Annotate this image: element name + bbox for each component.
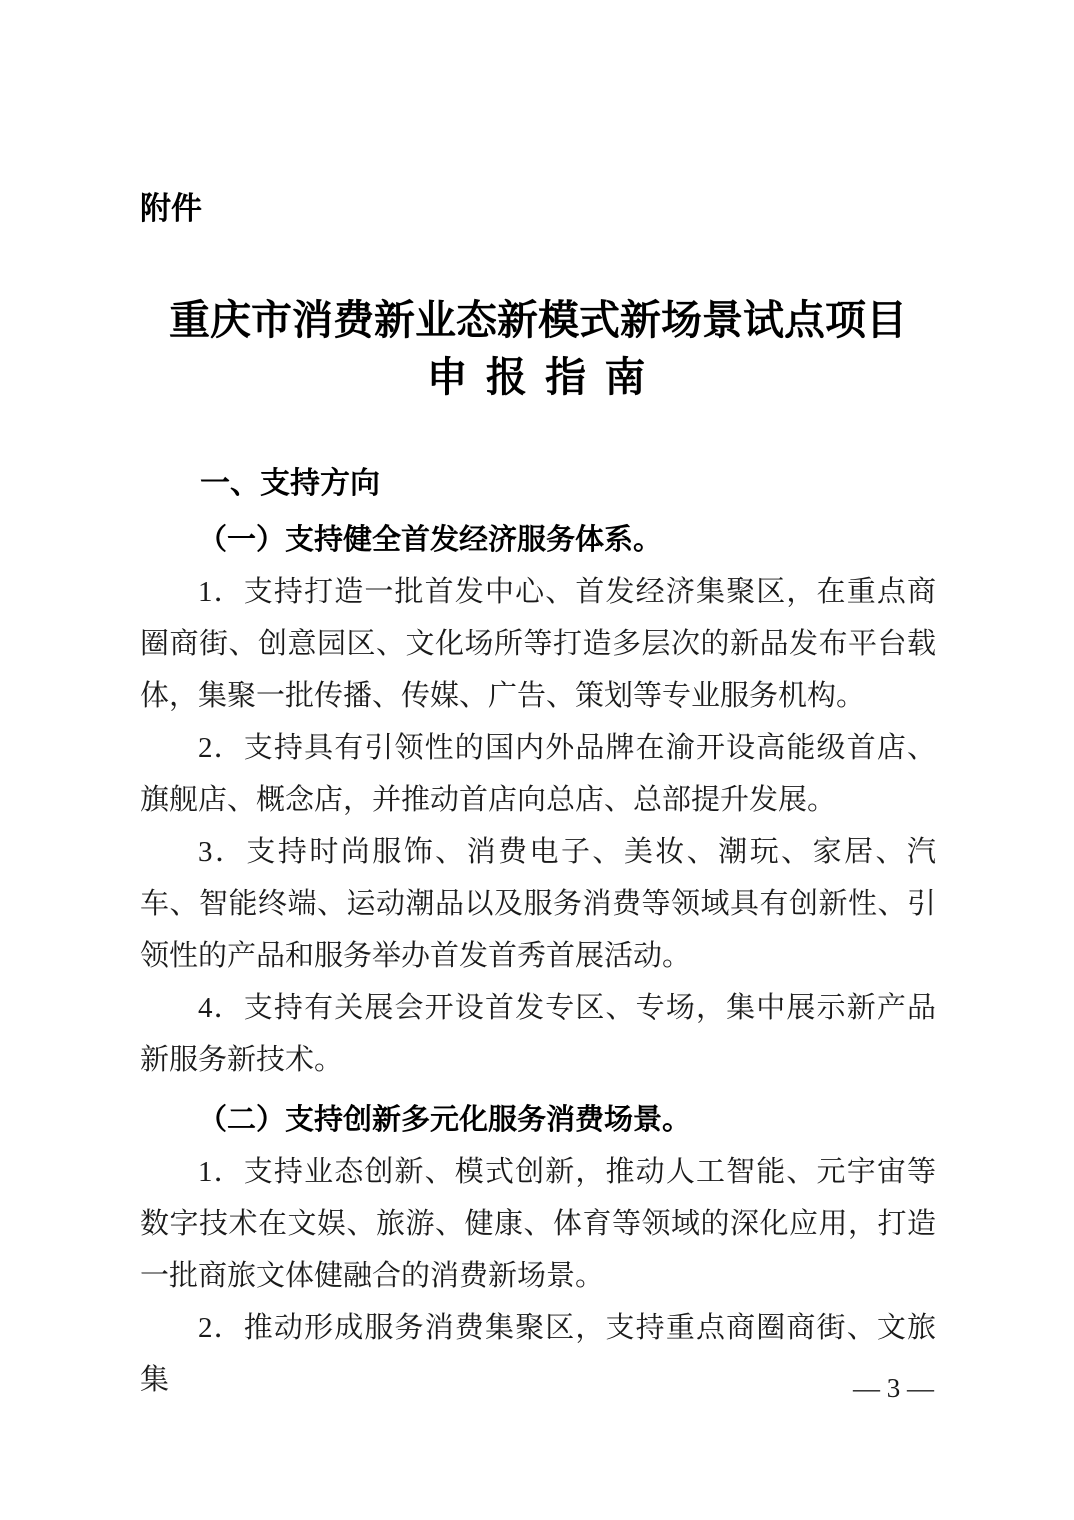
document-title-line1: 重庆市消费新业态新模式新场景试点项目 (169, 297, 907, 343)
paragraph-first-launch-3: 3．支持时尚服饰、消费电子、美妆、潮玩、家居、汽车、智能终端、运动潮品以及服务消费等领域具有创新性、引领性的产品和服务举办首发首秀首展活动。 (140, 836, 936, 972)
subsection-heading-diversified-service-scenes: （二）支持创新多元化服务消费场景。 (198, 1104, 692, 1136)
paragraph-first-launch-2: 2．支持具有引领性的国内外品牌在渝开设高能级首店、旗舰店、概念店，并推动首店向总店、总部提升发展。 (140, 732, 936, 816)
paragraph-service-scenes-1: 1．支持业态创新、模式创新，推动人工智能、元宇宙等数字技术在文娱、旅游、健康、体育等领域的深化应用，打造一批商旅文体健融合的消费新场景。 (140, 1156, 936, 1292)
subsection-heading-first-launch-economy: （一）支持健全首发经济服务体系。 (198, 524, 663, 556)
document-title (140, 292, 936, 406)
paragraph-service-scenes-2: 2．推动形成服务消费集聚区，支持重点商圈商街、文旅集 (140, 1312, 936, 1396)
attachment-label: 附件 (140, 191, 202, 226)
page-number: — 3 — (853, 1373, 934, 1403)
document-content (140, 0, 936, 1406)
paragraph-first-launch-1: 1．支持打造一批首发中心、首发经济集聚区，在重点商圈商街、创意园区、文化场所等打造多层次的新品发布平台载体，集聚一批传播、传媒、广告、策划等专业服务机构。 (140, 576, 936, 712)
document-title-line2: 申 报 指 南 (426, 354, 650, 400)
section-heading-support-direction: 一、支持方向 (200, 467, 380, 500)
paragraph-first-launch-4: 4．支持有关展会开设首发专区、专场，集中展示新产品新服务新技术。 (140, 992, 936, 1076)
